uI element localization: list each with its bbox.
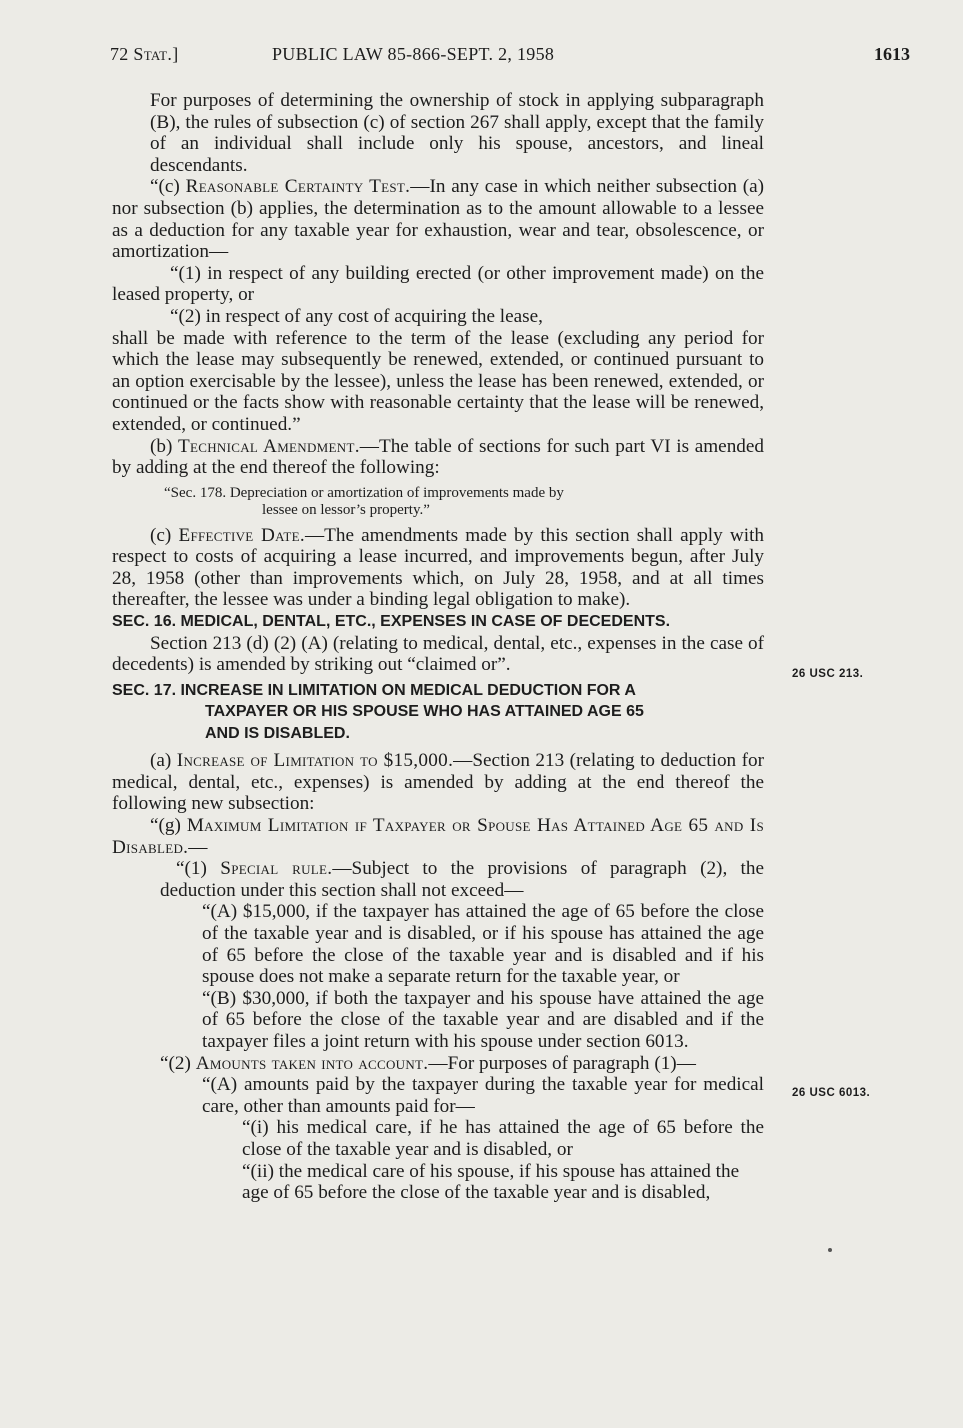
page-header: [110, 44, 910, 74]
paragraph: “(2) Amounts taken into account.—For purposes of paragraph (1)—: [160, 1052, 696, 1074]
subsection-heading: Reasonable Certainty Test.: [185, 176, 411, 198]
statute-volume: 72 Stat.]: [110, 44, 179, 64]
paragraph: “(1) in respect of any building erected (or other improvement made) on the leased property, or: [112, 262, 764, 306]
section-17-title: SEC. 17. INCREASE IN LIMITATION ON MEDICAL DEDUCTION FOR A TAXPAYER OR HIS SPOUSE WHO HAS ATTAINED AGE 65 AND IS DISABLED.: [112, 681, 644, 742]
subsection-heading: Technical Amendment.: [178, 435, 360, 457]
paragraph: For purposes of determining the ownership of stock in applying subparagraph (B), the rules of subsection (c) of section 267 shall apply, except that the family of an individual shall include only his spouse, ancestors, and lineal descendants.: [150, 90, 764, 176]
subsection-heading: Effective Date.: [178, 524, 305, 546]
paragraph: “(i) his medical care, if he has attained the age of 65 before the close of the taxable year and is disabled, or: [242, 1117, 764, 1160]
margin-citation: 26 USC 6013.: [792, 1087, 871, 1099]
paragraph: “(c) Reasonable Certainty Test.—In any case in which neither subsection (a) nor subsection (b) applies, the determination as to the amount allowable to a lessee as a deduction for any taxable year for exhaustion, wear and tear, obsolescence, or amortization—: [112, 176, 765, 263]
print-speck: [828, 1248, 832, 1252]
margin-citation: 26 USC 213.: [792, 668, 864, 680]
paragraph: shall be made with reference to the term of the lease (excluding any period for which the lease may subsequently be renewed, extended, or continued pursuant to an option exercisable by the lessee), unless the lease has been renewed, extended, or continued or the facts show with reasonable certainty that the lease will be renewed, extended, or continued.”: [112, 327, 764, 435]
paragraph: (c) Effective Date.—The amendments made by this section shall apply with respect to costs of acquiring a lease incurred, and improvements begun, after July 28, 1958 (other than improvements which, on July 28, 1958, and at all times thereafter, the lessee was under a binding legal obligation to make).: [112, 524, 764, 611]
subsection-heading: Amounts taken into account.: [195, 1052, 429, 1074]
paragraph: “(1) Special rule.—Subject to the provisions of paragraph (2), the deduction under this section shall not exceed—: [160, 858, 765, 901]
paragraph: (a) Increase of Limitation to $15,000.—Section 213 (relating to deduction for medical, dental, etc., expenses) is amended by adding at the end thereof the following new subsection:: [112, 750, 764, 815]
page-number: 1613: [874, 44, 910, 64]
running-title: PUBLIC LAW 85-866-SEPT. 2, 1958: [272, 44, 555, 64]
paragraph: (b) Technical Amendment.—The table of sections for such part VI is amended by adding at the end thereof the following:: [112, 435, 764, 479]
paragraph: “(A) amounts paid by the taxpayer during the taxable year for medical care, other than amounts paid for—: [202, 1074, 764, 1117]
page-body: [112, 90, 764, 1204]
section-16-title: SEC. 16. MEDICAL, DENTAL, ETC., EXPENSES IN CASE OF DECEDENTS.: [112, 613, 671, 631]
paragraph: “(A) $15,000, if the taxpayer has attained the age of 65 before the close of the taxable year and is disabled, or if his spouse has attained the age of 65 before the close of the taxable year and is disabled and if his spouse does not make a separate return for the taxable year, or: [202, 901, 764, 988]
subsection-heading: Increase of Limitation to $15,000.: [176, 750, 454, 772]
paragraph: “(ii) the medical care of his spouse, if his spouse has attained the age of 65 before the close of the taxable year and is disabled,: [242, 1160, 740, 1204]
paragraph: “(B) $30,000, if both the taxpayer and his spouse have attained the age of 65 before the close of the taxable year and are disabled and if the taxpayer files a joint return with his spouse under section 6013.: [202, 987, 764, 1052]
paragraph: “(g) Maximum Limitation if Taxpayer or Spouse Has Attained Age 65 and Is Disabled.—: [112, 815, 764, 858]
paragraph: “(2) in respect of any cost of acquiring the lease,: [170, 305, 543, 327]
subsection-heading: Special rule.: [220, 858, 333, 880]
paragraph: Section 213 (d) (2) (A) (relating to medical, dental, etc., expenses in the case of decedents) is amended by striking out “claimed or”.: [112, 632, 764, 676]
subsection-heading: Maximum Limitation if Taxpayer or Spouse Has Attained Age 65 and Is Disabled.: [112, 815, 764, 858]
table-of-sections-entry: “Sec. 178. Depreciation or amortization of improvements made by lessee on lessor’s property.”: [164, 484, 564, 518]
